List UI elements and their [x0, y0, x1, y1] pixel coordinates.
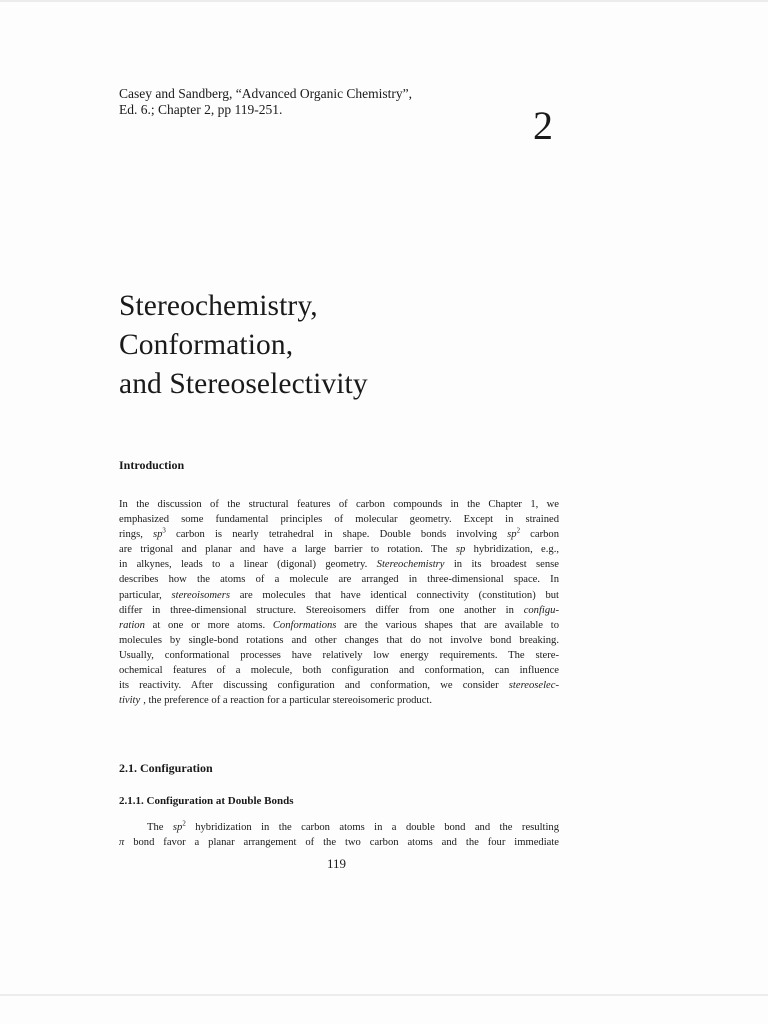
text-segment: bond favor a planar arrangement of the two carbon atoms and the four immediate — [124, 837, 559, 849]
italic-term: Conformations — [272, 619, 337, 631]
chapter-title-line-2: Conformation, — [119, 329, 294, 361]
citation-line-2: Ed. 6.; Chapter 2, pp 119-251. — [119, 102, 283, 117]
paragraph-line — [119, 512, 559, 527]
paragraph-line — [119, 542, 559, 557]
text-group — [119, 835, 559, 850]
italic-term: ration — [119, 619, 145, 631]
text-group — [119, 603, 559, 618]
paragraph-line — [119, 603, 559, 618]
text-segment: differ in three-dimensional structure. Stereoisomers differ from one another in — [119, 604, 524, 616]
citation — [119, 86, 499, 118]
text-segment: Usually, conformational processes have relatively low energy requirements. The stere- — [119, 649, 559, 661]
text-segment: particular, — [119, 589, 172, 601]
scan-edge-top — [0, 0, 768, 2]
paragraph-line — [119, 663, 559, 678]
italic-term: Stereochemistry — [376, 559, 445, 571]
scan-edge-bottom — [0, 994, 768, 996]
paragraph-line — [119, 497, 559, 512]
text-group — [119, 588, 559, 603]
introduction-paragraph — [119, 497, 559, 708]
superscript: 2 — [182, 820, 186, 828]
text-segment: The — [147, 822, 173, 833]
chapter-title-line-3: and Stereoselectivity — [119, 368, 368, 400]
text-segment: in its broadest sense — [444, 559, 559, 571]
paragraph-line — [119, 820, 559, 835]
italic-term: configu- — [523, 604, 559, 616]
paragraph-line — [119, 527, 559, 542]
italic-term: sp — [153, 529, 163, 541]
superscript: 2 — [516, 527, 521, 535]
text-group — [119, 693, 435, 708]
page-number: 119 — [327, 856, 347, 871]
pi-symbol: π — [119, 837, 125, 849]
chapter-title-line-1: Stereochemistry, — [119, 290, 318, 322]
citation-line-1: Casey and Sandberg, “Advanced Organic Chemistry”, — [119, 86, 413, 101]
text-segment: hybridization in the carbon atoms in a double bond and the resulting — [185, 822, 559, 833]
paragraph-line — [119, 633, 559, 648]
text-segment: , the preference of a reaction for a particular stereoisomeric product. — [143, 695, 433, 707]
text-segment: its reactivity. After discussing configuration and conformation, we consider — [119, 680, 509, 692]
paragraph-line — [119, 678, 559, 693]
italic-term: stereoisomers — [171, 589, 230, 601]
italic-term: sp — [507, 529, 517, 541]
paragraph-line — [119, 835, 559, 850]
italic-term: sp — [172, 822, 183, 833]
text-group — [119, 557, 559, 572]
text-group — [147, 820, 559, 835]
paragraph-line — [119, 557, 559, 572]
section-heading: 2.1. Configuration — [119, 761, 213, 775]
subsection-heading: 2.1.1. Configuration at Double Bonds — [119, 795, 294, 807]
text-segment: emphasized some fundamental principles of molecular geometry. Except in strained — [119, 514, 559, 526]
configuration-paragraph — [119, 820, 559, 850]
paragraph-line — [119, 693, 559, 708]
text-segment: carbon — [520, 529, 560, 541]
text-segment: ochemical features of a molecule, both configuration and conformation, can influence — [119, 665, 559, 677]
paragraph-line — [119, 588, 559, 603]
text-segment: hybridization, e.g., — [465, 544, 559, 556]
text-segment: at one or more atoms. — [144, 619, 273, 631]
chapter-number: 2 — [533, 103, 553, 148]
italic-term: stereoselec- — [508, 680, 559, 692]
paragraph-line — [119, 618, 559, 633]
text-segment: molecules by single-bond rotations and other changes that do not involve bond breaking. — [119, 634, 559, 646]
chapter-title — [119, 287, 368, 404]
text-segment: In the discussion of the structural features of carbon compounds in the Chapter 1, we — [119, 499, 559, 510]
paragraph-line — [119, 648, 559, 663]
text-group — [119, 542, 559, 557]
text-segment: are trigonal and planar and have a large barrier to rotation. The — [119, 544, 456, 556]
text-segment: in alkynes, leads to a linear (digonal) geometry. — [119, 559, 377, 571]
italic-term: sp — [455, 544, 466, 556]
text-segment: are molecules that have identical connectivity (constitution) but — [230, 589, 559, 601]
superscript: 3 — [162, 527, 166, 535]
text-segment: describes how the atoms of a molecule are arranged in three-dimensional space. In — [119, 574, 559, 586]
italic-term: tivity — [119, 695, 141, 707]
text-segment: rings, — [119, 529, 153, 541]
text-segment: are the various shapes that are available to — [336, 619, 559, 631]
text-segment: carbon is nearly tetrahedral in shape. Double bonds involving — [165, 529, 508, 541]
text-group — [119, 527, 559, 542]
introduction-heading: Introduction — [119, 458, 185, 472]
text-group — [119, 678, 559, 693]
text-group — [119, 618, 559, 633]
paragraph-line — [119, 572, 559, 587]
